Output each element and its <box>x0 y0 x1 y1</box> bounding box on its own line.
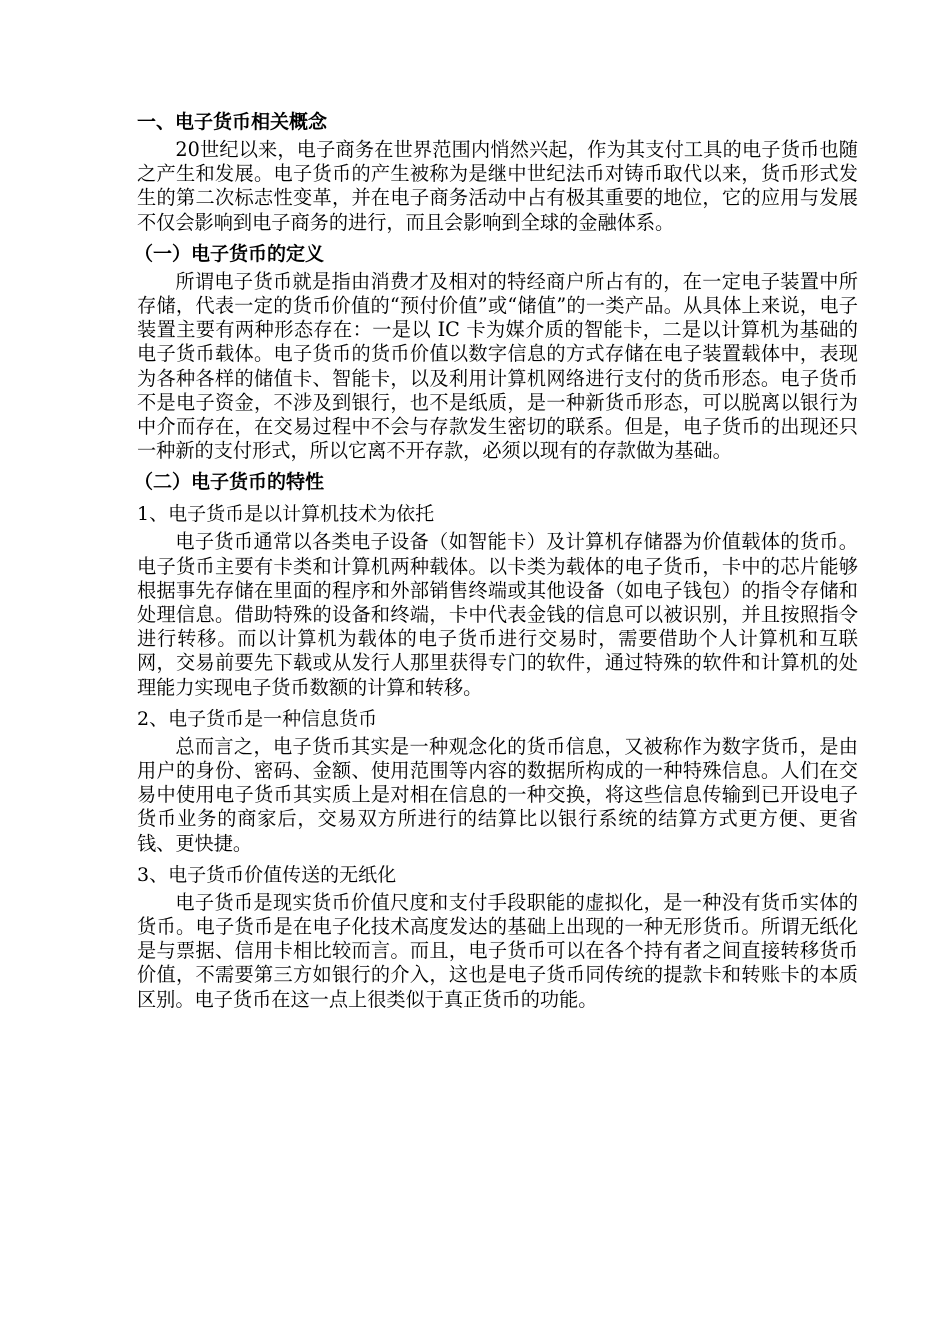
intro-paragraph: 20世纪以来，电子商务在世界范围内悄然兴起，作为其支付工具的电子货币也随之产生和发展。电子货币的产生被称为是继中世纪法币对铸币取代以来，货币形式发生的第二次标志性变革，并在电子商务活动中占有极其重要的地位，它的应用与发展不仅会影响到电子商务的进行，而且会影响到全球的金融体系。 <box>137 138 858 234</box>
feature-2-title: 2、电子货币是一种信息货币 <box>137 707 378 730</box>
feature-3-paragraph: 电子货币是现实货币价值尺度和支付手段职能的虚拟化，是一种没有货币实体的货币。电子货币是在电子化技术高度发达的基础上出现的一种无形货币。所谓无纸化是与票据、信用卡相比较而言。而且，电子货币可以在各个持有者之间直接转移货币价值，不需要第三方如银行的介入，这也是电子货币同传统的提款卡和转账卡的本质区别。电子货币在这一点上很类似于真正货币的功能。 <box>137 890 858 1011</box>
feature-3-title: 3、电子货币价值传送的无纸化 <box>137 863 397 886</box>
feature-2-paragraph: 总而言之，电子货币其实是一种观念化的货币信息，又被称作为数字货币，是由用户的身份、密码、金额、使用范围等内容的数据所构成的一种特殊信息。人们在交易中使用电子货币其实质上是对相在信息的一种交换，将这些信息传输到已开设电子货币业务的商家后，交易双方所进行的结算比以银行系统的结算方式更方便、更省钱、更快捷。 <box>137 734 858 855</box>
features-title: （二）电子货币的特性 <box>134 471 325 494</box>
feature-1-title: 1、电子货币是以计算机技术为依托 <box>137 503 435 526</box>
definition-paragraph: 所谓电子货币就是指由消费才及相对的特经商户所占有的，在一定电子装置中所存储，代表一定的货币价值的“预付价值”或“储值”的一类产品。从具体上来说，电子装置主要有两种形态存在：一是以 IC 卡为媒介质的智能卡，二是以计算机为基础的电子货币载体。电子货币的货币价值以数字信息的方式存储在电子装置载体中，表现为各种各样的储值卡、智能卡，以及利用计算机网络进行支付的货币形态。电子货币不是电子资金，不涉及到银行，也不是纸质，是一种新货币形态，可以脱离以银行为中介而存在，在交易过程中不会与存款发生密切的联系。但是，电子货币的出现还只一种新的支付形式，所以它离不开存款，必须以现有的存款做为基础。 <box>137 269 858 463</box>
section-title: 一、电子货币相关概念 <box>137 111 328 133</box>
feature-1-paragraph: 电子货币通常以各类电子设备（如智能卡）及计算机存储器为价值载体的货币。电子货币主要有卡类和计算机两种载体。以卡类为载体的电子货币，卡中的芯片能够根据事先存储在里面的程序和外部销售终端或其他设备（如电子钱包）的指令存储和处理信息。借助特殊的设备和终端，卡中代表金钱的信息可以被识别，并且按照指令进行转移。而以计算机为载体的电子货币进行交易时，需要借助个人计算机和互联网，交易前要先下载或从发行人那里获得专门的软件，通过特殊的软件和计算机的处理能力实现电子货币数额的计算和转移。 <box>137 530 858 699</box>
definition-title: （一）电子货币的定义 <box>134 242 325 265</box>
